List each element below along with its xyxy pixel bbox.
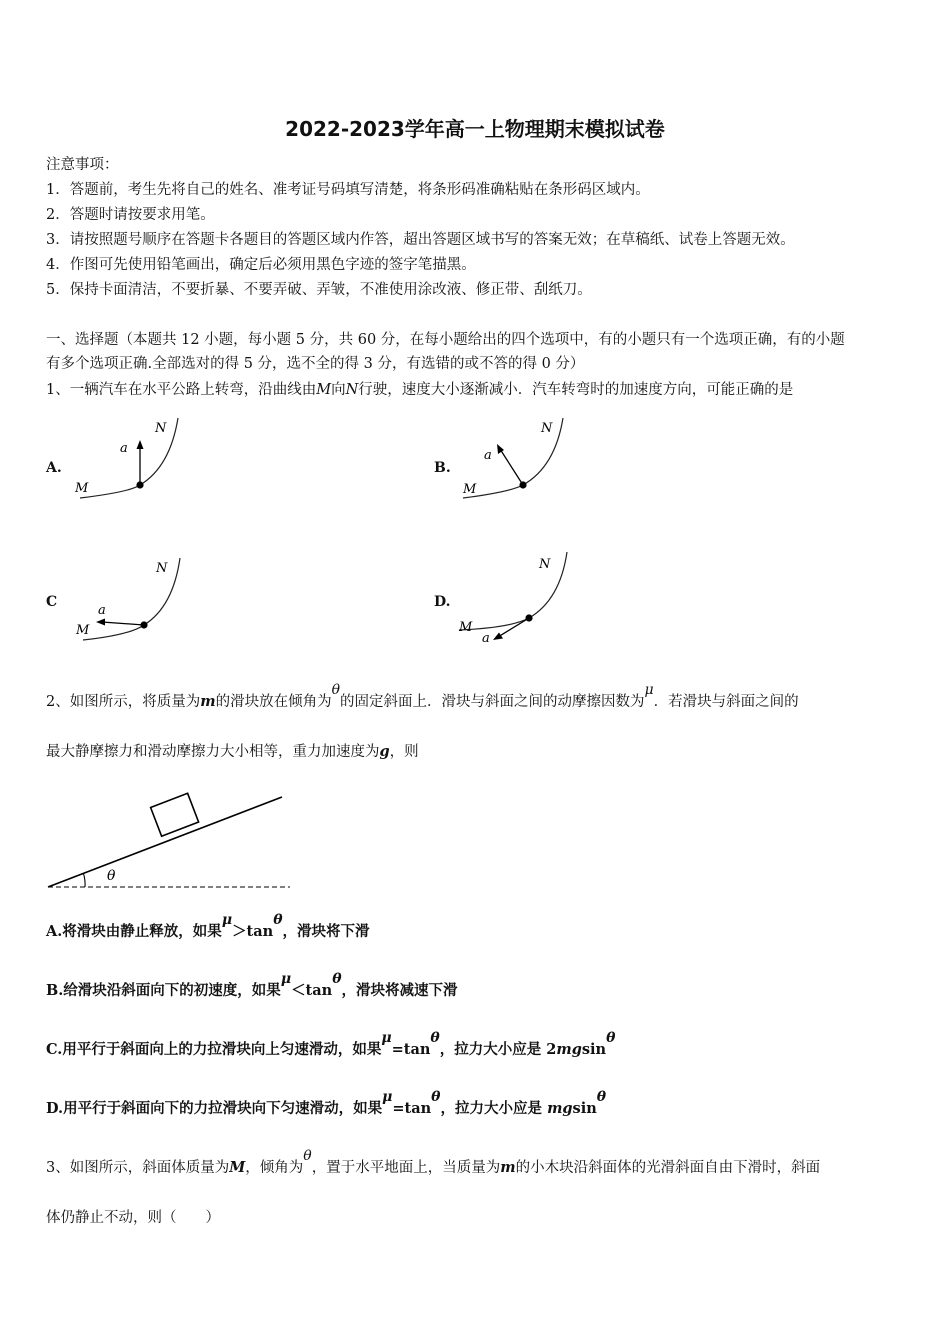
q3-mass-big: M: [229, 1159, 246, 1176]
q2-incline-figure: [40, 788, 300, 898]
label-m: M: [459, 620, 473, 635]
q3-text-2: ，倾角为: [245, 1160, 304, 1176]
q2-option-a[interactable]: A.将滑块由静止释放，如果μ＞tanθ，滑块将下滑: [46, 912, 370, 940]
q2-mass: m: [200, 693, 216, 710]
question-2-stem-line2: [46, 740, 419, 761]
q2-option-d[interactable]: D.用平行于斜面向下的力拉滑块向下匀速滑动，如果μ=tanθ，拉力大小应是 mgsinθ: [46, 1089, 607, 1117]
q2-text-3: 的固定斜面上．滑块与斜面之间的动摩擦因数为: [340, 694, 645, 710]
q1-option-a[interactable]: A.: [46, 460, 62, 476]
label-n: N: [541, 421, 553, 436]
q1-figure-c: [70, 552, 190, 644]
section-heading-line2: 有多个选项正确.全部选对的得 5 分，选不全的得 3 分，有选错的或不答的得 0 分）: [46, 356, 585, 372]
incline-theta-label: θ: [107, 868, 116, 884]
label-m: M: [463, 482, 477, 497]
label-a: a: [98, 603, 106, 618]
question-3-stem-line2: 体仍静止不动，则（ ）: [46, 1210, 220, 1226]
page-title: 2022-2023学年高一上物理期末模拟试卷: [285, 117, 665, 141]
question-2-stem: [46, 682, 799, 711]
q1-point-n: N: [345, 382, 359, 398]
q2-theta-symbol: θ: [331, 682, 341, 698]
label-m: M: [76, 623, 90, 638]
q1-text-2: 向: [331, 382, 346, 398]
q2-option-c[interactable]: C.用平行于斜面向上的力拉滑块向上匀速滑动，如果μ=tanθ，拉力大小应是 2mgsinθ: [46, 1030, 616, 1058]
q1-option-b[interactable]: B.: [434, 460, 451, 476]
q2-text-6: ，则: [389, 744, 419, 760]
q1-text-3: 行驶，速度大小逐渐减小．汽车转弯时的加速度方向，可能正确的是: [358, 382, 794, 398]
q3-mass-small: m: [500, 1159, 516, 1176]
q2-text-5: 最大静摩擦力和滑动摩擦力大小相等，重力加速度为: [46, 744, 380, 760]
notice-item-5: 5．保持卡面清洁，不要折暴、不要弄破、弄皱，不准使用涂改液、修正带、刮纸刀。: [46, 282, 592, 298]
q1-text-1: 1、一辆汽车在水平公路上转弯，沿曲线由: [46, 382, 317, 398]
label-n: N: [539, 557, 551, 572]
label-a: a: [120, 441, 128, 456]
notice-item-3: 3．请按照题号顺序在答题卡各题目的答题区域内作答，超出答题区域书写的答案无效；在草稿纸、试卷上答题无效。: [46, 232, 795, 248]
notice-item-2: 2．答题时请按要求用笔。: [46, 207, 215, 223]
label-a: a: [484, 448, 492, 463]
q1-figure-a: [70, 412, 190, 504]
q1-figure-d: [455, 552, 575, 644]
q3-text-4: 的小木块沿斜面体的光滑斜面自由下滑时，斜面: [515, 1160, 821, 1176]
label-n: N: [155, 421, 167, 436]
label-a: a: [482, 631, 490, 644]
q2-text-4: ．若滑块与斜面之间的: [653, 694, 799, 710]
q2-gravity: g: [379, 743, 390, 760]
label-m: M: [75, 481, 89, 496]
q3-text-1: 3、如图所示，斜面体质量为: [46, 1160, 230, 1176]
notice-heading: 注意事项：: [46, 157, 119, 173]
question-3-stem: [46, 1148, 821, 1177]
label-n: N: [156, 561, 168, 576]
q3-theta-symbol: θ: [303, 1148, 312, 1164]
q1-option-d[interactable]: D.: [434, 594, 451, 610]
q1-point-m: M: [316, 382, 332, 398]
notice-item-1: 1．答题前，考生先将自己的姓名、准考证号码填写清楚，将条形码准确粘贴在条形码区域内。: [46, 182, 650, 198]
q1-figure-b: [455, 412, 575, 504]
q2-mu-symbol: μ: [644, 682, 654, 698]
question-1-stem: [46, 378, 793, 399]
q3-text-3: ，置于水平地面上，当质量为: [311, 1160, 501, 1176]
q2-text-2: 的滑块放在倾角为: [215, 694, 332, 710]
q2-text-1: 2、如图所示，将质量为: [46, 694, 201, 710]
section-heading-line1: 一、选择题（本题共 12 小题，每小题 5 分，共 60 分，在每小题给出的四个选项中，有的小题只有一个选项正确，有的小题: [46, 332, 845, 348]
notice-item-4: 4．作图可先使用铅笔画出，确定后必须用黑色字迹的签字笔描黑。: [46, 257, 476, 273]
q1-option-c[interactable]: C: [46, 594, 58, 610]
q2-option-b[interactable]: B.给滑块沿斜面向下的初速度，如果μ＜tanθ，滑块将减速下滑: [46, 971, 458, 999]
